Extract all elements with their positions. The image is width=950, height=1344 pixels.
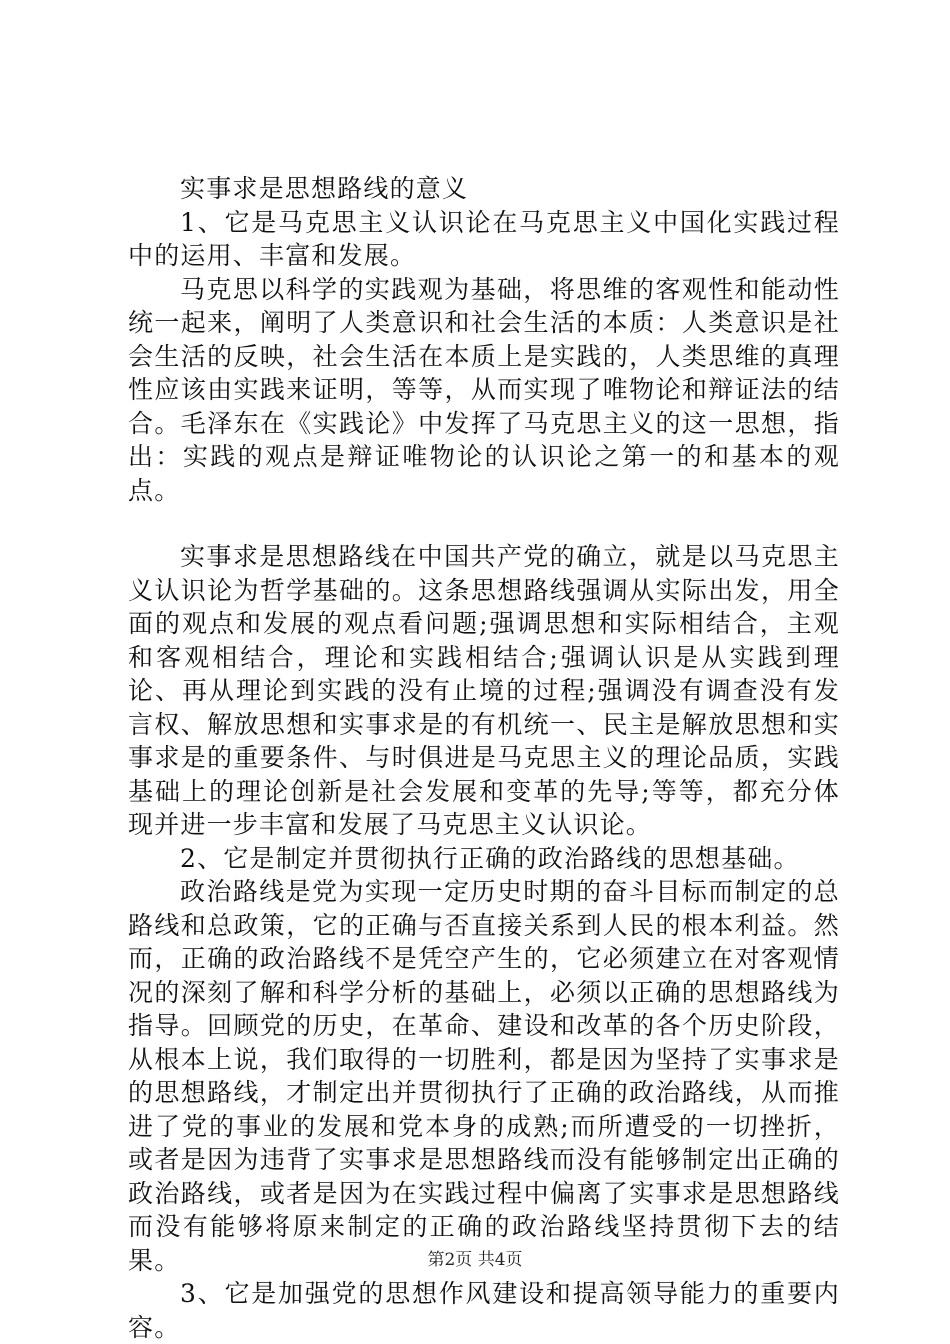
document-body [128,172,840,1344]
paragraph-spacer [128,507,840,540]
paragraph-2: 马克思以科学的实践观为基础，将思维的客观性和能动性统一起来，阐明了人类意识和社会生活的本质：人类意识是社会生活的反映，社会生活在本质上是实践的，人类思维的真理性应该由实践来证明，等等，从而实现了唯物论和辩证法的结合。毛泽东在《实践论》中发挥了马克思主义的这一思想，指出：实践的观点是辩证唯物论的认识论之第一的和基本的观点。 [128,274,840,505]
paragraph-3: 实事求是思想路线在中国共产党的确立，就是以马克思主义认识论为哲学基础的。这条思想路线强调从实际出发，用全面的观点和发展的观点看问题;强调思想和实际相结合，主观和客观相结合，理论和实践相结合;强调认识是从实践到理论、再从理论到实践的没有止境的过程;强调没有调查没有发言权、解放思想和实事求是的有机统一、民主是解放思想和实事求是的重要条件、与时俱进是马克思主义的理论品质，实践基础上的理论创新是社会发展和变革的先导;等等，都充分体现并进一步丰富和发展了马克思主义认识论。 [128,542,840,839]
paragraph-1: 1、它是马克思主义认识论在马克思主义中国化实践过程中的运用、丰富和发展。 [128,207,840,270]
document-title: 实事求是思想路线的意义 [180,174,469,203]
paragraph-5: 政治路线是党为实现一定历史时期的奋斗目标而制定的总路线和总政策，它的正确与否直接关系到人民的根本利益。然而，正确的政治路线不是凭空产生的，它必须建立在对客观情况的深刻了解和科学分析的基础上，必须以正确的思想路线为指导。回顾党的历史，在革命、建设和改革的各个历史阶段，从根本上说，我们取得的一切胜利，都是因为坚持了实事求是的思想路线，才制定出并贯彻执行了正确的政治路线，从而推进了党的事业的发展和党本身的成熟;而所遭受的一切挫折，或者是因为违背了实事求是思想路线而没有能够制定出正确的政治路线，或者是因为在实践过程中偏离了实事求是思想路线而没有能够将原来制定的正确的政治路线坚持贯彻下去的结果。 [128,877,840,1275]
paragraph-6: 3、它是加强党的思想作风建设和提高领导能力的重要内容。 [128,1279,840,1342]
paragraph-4: 2、它是制定并贯彻执行正确的政治路线的思想基础。 [180,843,800,873]
page-footer: 第2页 共4页 [427,1250,523,1270]
